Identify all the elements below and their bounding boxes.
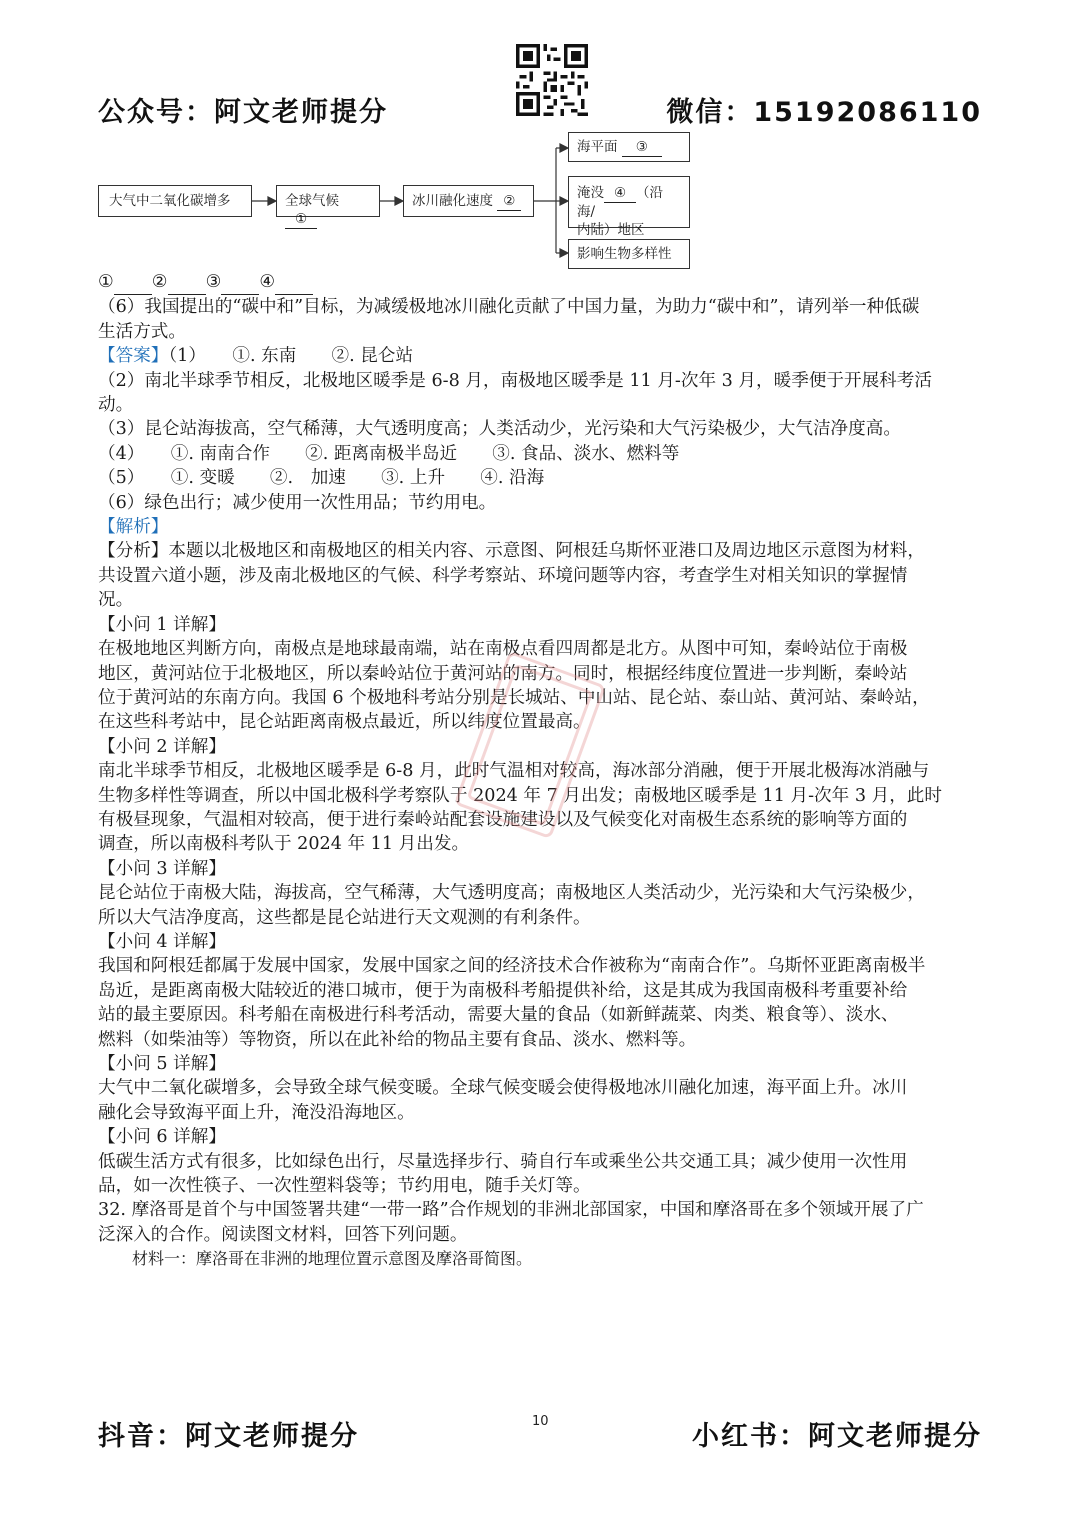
answer-tag: 【答案】 (98, 346, 169, 367)
detail-1-line-1: 在极地地区判断方向，南极点是地球最南端，站在南极点看四周都是北方。从图中可知，秦岭站位于南极 (98, 639, 908, 660)
answer-5: （5） ①. 变暖 ②. 加速 ③. 上升 ④. 沿海 (98, 468, 545, 489)
header-wechat-id: 微信：15192086110 (666, 97, 982, 128)
footer-douyin: 抖音：阿文老师提分 (98, 1421, 359, 1452)
flowchart-blank-4: ④ (604, 184, 636, 203)
answer-blank (221, 270, 259, 295)
answer-4: （4） ①. 南南合作 ②. 距离南极半岛近 ③. 食品、淡水、燃料等 (98, 443, 680, 464)
detail-3-line-1: 昆仑站位于南极大陆，海拔高，空气稀薄，大气透明度高；南极地区人类活动少，光污染和大气污染极少， (98, 883, 925, 904)
blank-label-1: ① (98, 272, 114, 292)
blank-label-2: ② (151, 272, 168, 292)
flowchart-node-glacier (403, 185, 534, 217)
flowchart-node-climate (276, 185, 380, 227)
flowchart-node-biodiversity (568, 239, 690, 269)
header-wechat-account: 公众号：阿文老师提分 (98, 97, 388, 128)
detail-4-line-4: 燃料（如柴油等）等物资，所以在此补给的物品主要有食品、淡水、燃料等。 (98, 1029, 697, 1050)
detail-2-heading: 【小问 2 详解】 (98, 736, 226, 757)
flowchart-node-sea-level (568, 132, 690, 162)
answer-1 (98, 344, 980, 368)
flowchart-node-glacier-label: 冰川融化速度 (412, 193, 493, 209)
detail-4-line-2: 岛近，是距离南极大陆较近的港口城市，便于为南极科考船提供补给，这是其成为我国南极科考重要补给 (98, 980, 908, 1001)
flowchart-blank-1: ① (285, 210, 317, 229)
detail-2-line-3: 有极昼现象，气温相对较高，便于进行秦岭站配套设施建设以及气候变化对南极生态系统的影响等方面的 (98, 809, 908, 830)
detail-6-line-1: 低碳生活方式有很多，比如绿色出行，尽量选择步行、骑自行车或乘坐公共交通工具；减少使用一次性用 (98, 1151, 908, 1172)
detail-5-line-2: 融化会导致海平面上升，淹没沿海地区。 (98, 1102, 415, 1123)
flowchart-blank-2: ② (497, 192, 521, 211)
question-32-line-1: 32. 摩洛哥是首个与中国签署共建“一带一路”合作规划的非洲北部国家，中国和摩洛哥在多个领域开展了广 (98, 1200, 924, 1221)
page-number: 10 (532, 1414, 549, 1429)
detail-6-heading: 【小问 6 详解】 (98, 1127, 226, 1148)
analysis-line-3: 况。 (98, 590, 134, 611)
answer-blank (114, 270, 152, 295)
detail-4-heading: 【小问 4 详解】 (98, 931, 226, 952)
flowchart-node-biodiversity-label: 影响生物多样性 (577, 246, 672, 262)
answer-blank (275, 270, 313, 295)
footer-xiaohongshu: 小红书：阿文老师提分 (692, 1421, 982, 1452)
detail-2-line-1: 南北半球季节相反，北极地区暖季是 6-8 月，此时气温相对较高，海冰部分消融，便于开展北极海冰消融与 (98, 761, 930, 782)
flowchart-node-co2 (98, 185, 252, 217)
blank-label-3: ③ (205, 272, 222, 292)
flowchart-node-climate-label: 全球气候 (285, 193, 339, 209)
document-body (98, 270, 980, 1272)
detail-5-line-1: 大气中二氧化碳增多，会导致全球气候变暖。全球气候变暖会使得极地冰川融化加速，海平面上升。冰川 (98, 1078, 908, 1099)
answer-6: （6）绿色出行；减少使用一次性用品；节约用电。 (98, 492, 497, 513)
question-6-line-2: 生活方式。 (98, 321, 186, 342)
flowchart-node-co2-label: 大气中二氧化碳增多 (109, 193, 231, 209)
answer-3: （3）昆仑站海拔高，空气稀薄，大气透明度高；人类活动少，光污染和大气污染极少，大气洁净度高。 (98, 419, 901, 440)
flowchart-node-flood (568, 176, 690, 238)
analysis-line-2: 共设置六道小题，涉及南北极地区的气候、科学考察站、环境问题等内容，考查学生对相关知识的掌握情 (98, 565, 908, 586)
answer-2-line-2: 动。 (98, 395, 134, 416)
question-32-line-2: 泛深入的合作。阅读图文材料，回答下列问题。 (98, 1224, 468, 1245)
detail-1-line-2: 地区，黄河站位于北极地区，所以秦岭站位于黄河站的南方。同时，根据经纬度位置进一步判断，秦岭站 (98, 663, 908, 684)
analysis-line-1: 【分析】本题以北极地区和南极地区的相关内容、示意图、阿根廷乌斯怀亚港口及周边地区示意图为材料， (98, 541, 925, 562)
answer-blank (168, 270, 206, 295)
blanks-line (98, 270, 980, 295)
detail-3-line-2: 所以大气洁净度高，这些都是昆仑站进行天文观测的有利条件。 (98, 907, 591, 928)
answer-1-text: （1） ①. 东南 ②. 昆仑站 (168, 346, 414, 367)
detail-1-line-3: 位于黄河站的东南方向。我国 6 个极地科考站分别是长城站、中山站、昆仑站、泰山站、黄河站、秦岭站， (98, 687, 930, 708)
analysis-tag: 【解析】 (98, 517, 169, 538)
detail-2-line-4: 调查，所以南极科考队于 2024 年 11 月出发。 (98, 834, 470, 855)
detail-2-line-2: 生物多样性等调查，所以中国北极科学考察队于 2024 年 7 月出发；南极地区暖季是 11 月-次年 3 月，此时 (98, 785, 942, 806)
flowchart-node-flood-option2: 内陆）地区 (577, 222, 645, 238)
flowchart-blank-3: ③ (622, 138, 662, 157)
flowchart-node-flood-label: 淹没 (577, 185, 604, 201)
question-6-line-1: （6）我国提出的“碳中和”目标，为减缓极地冰川融化贡献了中国力量，为助力“碳中和”，请列举一种低碳 (98, 297, 920, 318)
detail-4-line-3: 站的最主要原因。科考船在南极进行科考活动，需要大量的食品（如新鲜蔬菜、肉类、粮食等）、淡水、 (98, 1005, 899, 1026)
blank-label-4: ④ (259, 272, 276, 292)
detail-4-line-1: 我国和阿根廷都属于发展中国家，发展中国家之间的经济技术合作被称为“南南合作”。乌斯怀亚距离南极半 (98, 956, 926, 977)
detail-6-line-2: 品，如一次性筷子、一次性塑料袋等；节约用电，随手关灯等。 (98, 1176, 591, 1197)
detail-1-line-4: 在这些科考站中，昆仑站距离南极点最近，所以纬度位置最高。 (98, 712, 591, 733)
detail-5-heading: 【小问 5 详解】 (98, 1054, 226, 1074)
answer-2-line-1: （2）南北半球季节相反，北极地区暖季是 6-8 月，南极地区暖季是 11 月-次年 3 月，暖季便于开展科考活 (98, 370, 932, 391)
detail-1-heading: 【小问 1 详解】 (98, 614, 226, 635)
flowchart-node-flood-option: （沿海/ (577, 185, 663, 220)
flowchart-node-sea-level-label: 海平面 (577, 139, 618, 155)
detail-3-heading: 【小问 3 详解】 (98, 858, 226, 879)
material-1: 材料一：摩洛哥在非洲的地理位置示意图及摩洛哥简图。 (132, 1249, 533, 1269)
qr-code-icon (516, 44, 588, 116)
